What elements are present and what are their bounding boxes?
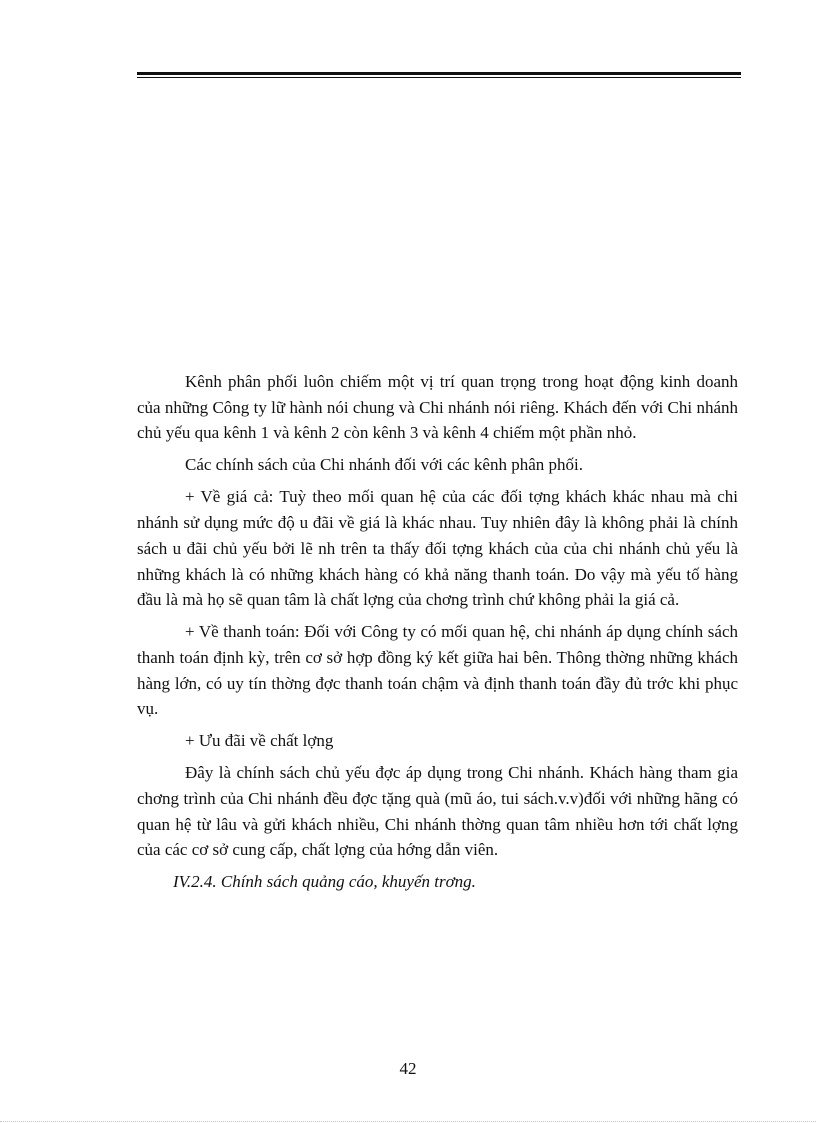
header-rule-thick — [137, 72, 741, 75]
paragraph-quality-incentive: + Ưu đãi về chất lợng — [185, 731, 334, 751]
header-rule-thin — [137, 77, 741, 78]
paragraph-price-policy: + Về giá cả: Tuỳ theo mối quan hệ của các đối tợng khách khác nhau mà chi nhánh sử dụng mức độ u đãi về giá là khác nhau. Tuy nhiên đây là không phải là chính sách u đãi chủ yếu bởi lẽ nh trên ta thấy đối tợng khách của của chi nhánh chủ yếu là những khách là có những khách hàng có khả năng thanh toán. Do vậy mà yếu tố hàng đầu là mà họ sẽ quan tâm là chất lợng của chơng trình chứ không phải la giá cả. — [137, 487, 738, 610]
section-heading: IV.2.4. Chính sách quảng cáo, khuyến trơng. — [173, 872, 476, 892]
paragraph-distribution-channels: Kênh phân phối luôn chiếm một vị trí quan trọng trong hoạt động kinh doanh của những Công ty lữ hành nói chung và Chi nhánh nói riêng. Khách đến với Chi nhánh chủ yếu qua kênh 1 và kênh 2 còn kênh 3 và kênh 4 chiếm một phần nhỏ. — [137, 372, 738, 443]
paragraph-payment-policy: + Về thanh toán: Đối với Công ty có mối quan hệ, chi nhánh áp dụng chính sách thanh toán định kỳ, trên cơ sở hợp đồng ký kết giữa hai bên. Thông thờng những khách hàng lớn, có uy tín thờng đợc thanh toán chậm và định thanh toán đầy đủ trớc khi phục vụ. — [137, 622, 738, 719]
paragraph-main-policy: Đây là chính sách chủ yếu đợc áp dụng trong Chi nhánh. Khách hàng tham gia chơng trình của Chi nhánh đều đợc tặng quà (mũ áo, tui sách.v.v)đối với những hãng có quan hệ từ lâu và gửi khách nhiều, Chi nhánh thờng quan tâm nhiều hơn tới chất lợng của các cơ sở cung cấp, chất lợng của hớng dẫn viên. — [137, 763, 738, 860]
page-number: 42 — [399, 1059, 417, 1078]
document-body — [137, 369, 738, 895]
paragraph-channel-policies: Các chính sách của Chi nhánh đối với các kênh phân phối. — [185, 455, 583, 475]
header-rule — [137, 72, 741, 79]
